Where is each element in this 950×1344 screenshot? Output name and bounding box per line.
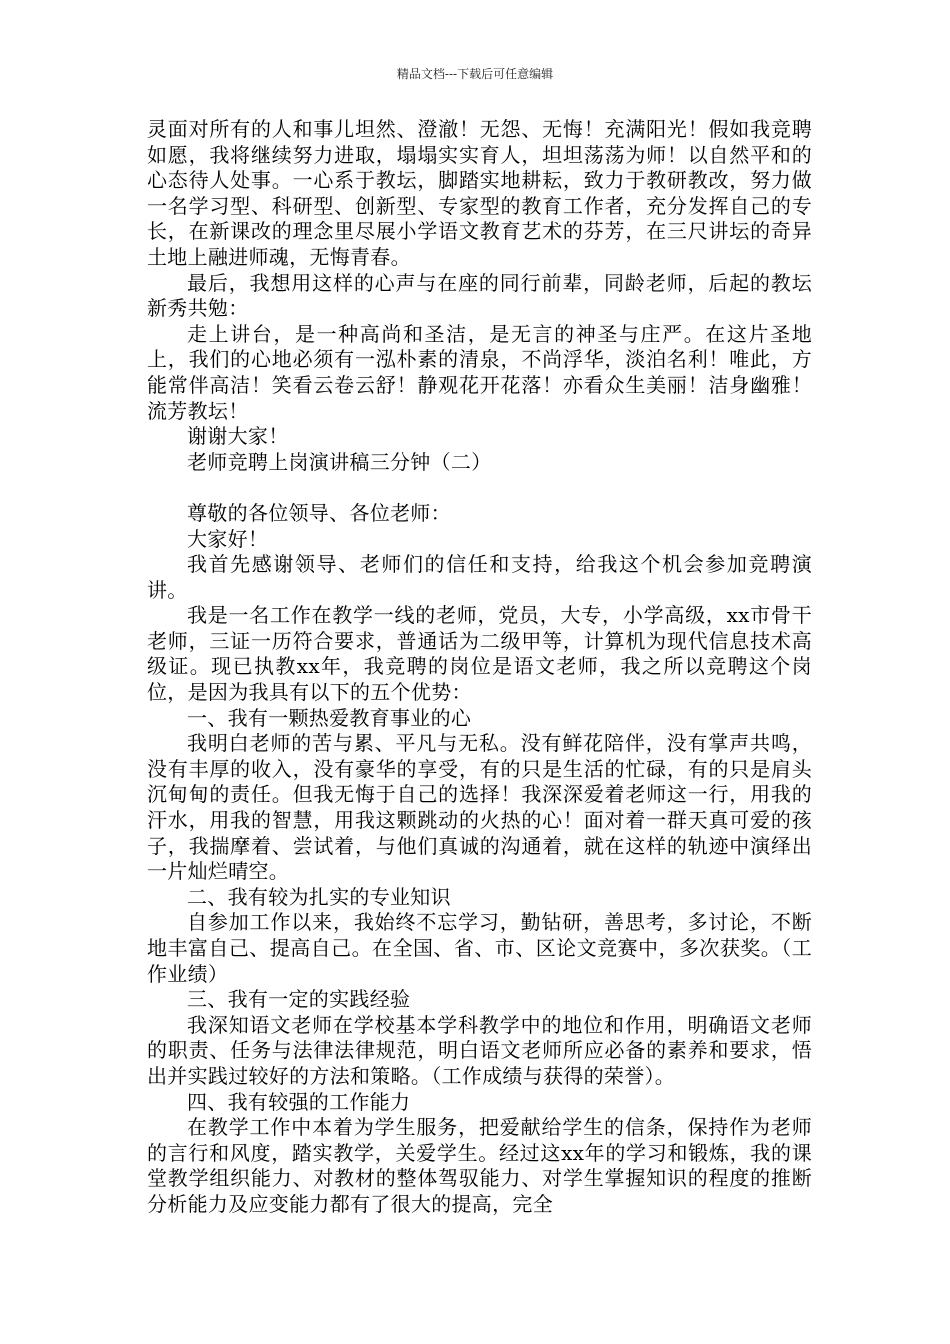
- paragraph: 我是一名工作在教学一线的老师，党员，大专，小学高级，xx市骨干老师，三证一历符合要求，普通话为二级甲等，计算机为现代信息技术高级证。现已执教xx年，我竞聘的岗位是语文老师，我之所以竞聘这个岗位，是因为我具有以下的五个优势：: [147, 603, 812, 705]
- paragraph: 走上讲台，是一种高尚和圣洁，是无言的神圣与庄严。在这片圣地上，我们的心地必须有一泓朴素的清泉，不尚浮华，淡泊名利！唯此，方能常伴高洁！笑看云卷云舒！静观花开花落！亦看众生美丽！洁身幽雅！流芳教坛！: [147, 321, 812, 423]
- section-heading: 一、我有一颗热爱教育事业的心: [187, 705, 472, 730]
- section-heading: 四、我有较强的工作能力: [187, 1089, 411, 1114]
- paragraph: 我深知语文老师在学校基本学科教学中的地位和作用，明确语文老师的职责、任务与法律法律规范，明白语文老师所应必备的素养和要求，悟出并实践过较好的方法和策略。（工作成绩与获得的荣誉）。: [147, 1012, 812, 1088]
- paragraph: 在教学工作中本着为学生服务，把爱献给学生的信条，保持作为老师的言行和风度，踏实教学，关爱学生。经过这xx年的学习和锻炼，我的课堂教学组织能力、对教材的整体驾驭能力、对学生掌握知识的程度的推断分析能力及应变能力都有了很大的提高，完全: [147, 1115, 812, 1216]
- document-body: [147, 117, 812, 1218]
- paragraph: 自参加工作以来，我始终不忘学习，勤钻研，善思考，多讨论，不断地丰富自己、提高自己。在全国、省、市、区论文竞赛中，多次获奖。（工作业绩）: [147, 910, 812, 986]
- paragraph: 灵面对所有的人和事儿坦然、澄澈！无怨、无悔！充满阳光！假如我竞聘如愿，我将继续努力进取，塌塌实实育人，坦坦荡荡为师！以自然平和的心态待人处事。一心系于教坛，脚踏实地耕耘，致力于教研教改，努力做一名学习型、科研型、创新型、专家型的教育工作者，充分发挥自己的专长，在新课改的理念里尽展小学语文教育艺术的芬芳，在三尺讲坛的奇异土地上融进师魂，无悔青春。: [147, 117, 812, 269]
- section-heading: 二、我有较为扎实的专业知识: [187, 884, 451, 909]
- blank-line: [147, 475, 812, 501]
- closing-thanks: 谢谢大家！: [187, 424, 289, 449]
- section-title: 老师竞聘上岗演讲稿三分钟（二）: [187, 449, 492, 474]
- salutation: 尊敬的各位领导、各位老师：: [187, 500, 451, 525]
- page-header: 精品文档---下载后可任意编辑: [396, 67, 554, 81]
- greeting: 大家好！: [187, 526, 269, 551]
- section-heading: 三、我有一定的实践经验: [187, 987, 411, 1012]
- paragraph: 最后，我想用这样的心声与在座的同行前辈，同龄老师，后起的教坛新秀共勉：: [147, 270, 812, 321]
- paragraph: 我首先感谢领导、老师们的信任和支持，给我这个机会参加竞聘演讲。: [147, 552, 812, 602]
- paragraph: 我明白老师的苦与累、平凡与无私。没有鲜花陪伴，没有掌声共鸣，没有丰厚的收入，没有豪华的享受，有的只是生活的忙碌，有的只是肩头沉甸甸的责任。但我无悔于自己的选择！我深深爱着老师这一行，用我的汗水，用我的智慧，用我这颗跳动的火热的心！面对着一群天真可爱的孩子，我揣摩着、尝试着，与他们真诚的沟通着，就在这样的轨迹中演绎出一片灿烂晴空。: [147, 731, 812, 884]
